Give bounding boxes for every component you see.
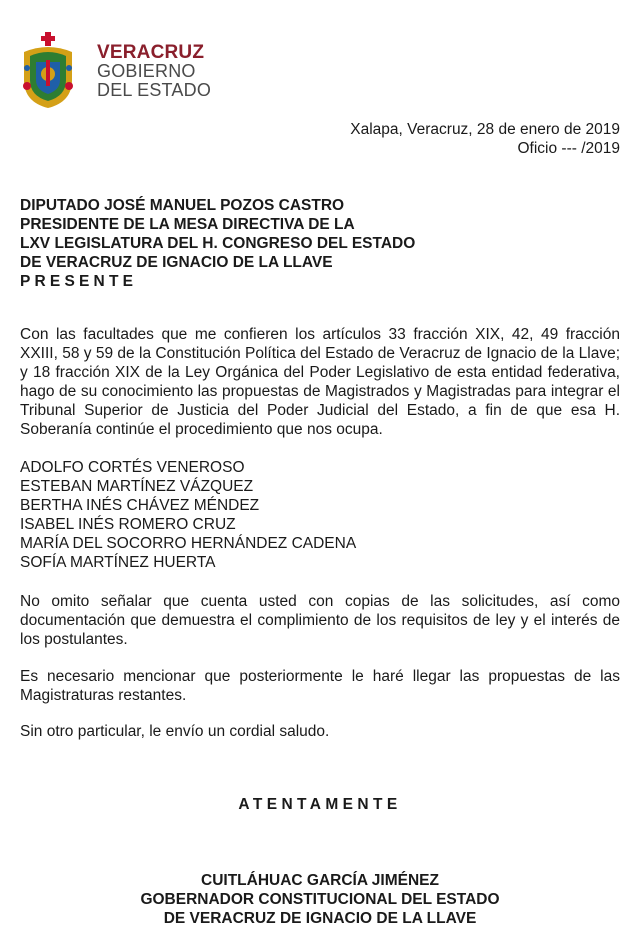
body-paragraph-4: Sin otro particular, le envío un cordial saludo.	[20, 723, 330, 740]
candidate-name: MARÍA DEL SOCORRO HERNÁNDEZ CADENA	[20, 535, 357, 552]
candidate-name: ISABEL INÉS ROMERO CRUZ	[20, 516, 236, 533]
candidate-name: SOFÍA MARTÍNEZ HUERTA	[20, 554, 216, 571]
brand-subtitle-line1: GOBIERNO	[97, 61, 196, 81]
date-line: Xalapa, Veracruz, 28 de enero de 2019	[350, 121, 620, 138]
oficio-number: Oficio --- /2019	[517, 140, 620, 157]
candidate-name: ESTEBAN MARTÍNEZ VÁZQUEZ	[20, 478, 254, 495]
closing-atentamente: ATENTAMENTE	[238, 796, 402, 813]
date-block	[350, 120, 620, 158]
signature-block	[0, 871, 640, 928]
signatory-name: CUITLÁHUAC GARCÍA JIMÉNEZ	[201, 872, 439, 889]
brand-subtitle-line2: DEL ESTADO	[97, 80, 212, 100]
presente-line: PRESENTE	[20, 273, 138, 290]
brand-title: VERACRUZ	[97, 42, 205, 63]
recipient-block	[20, 196, 415, 291]
recipient-line: DIPUTADO JOSÉ MANUEL POZOS CASTRO	[20, 197, 345, 214]
body-paragraph-1: Con las facultades que me confieren los artículos 33 fracción XIX, 42, 49 fracción XXIII, 58 y 59 de la Constitución Política del Estado de Veracruz de Ignacio de la Llave; y 18 fracción XIX de la Ley Orgánica del Poder Legislativo de esta entidad federativa, hago de su conocimiento las propuestas de Magistrados y Magistradas para integrar el Tribunal Superior de Justicia del Poder Judicial del Estado, a fin de que esa H. Soberanía continúe el procedimiento que nos ocupa.	[20, 326, 620, 438]
recipient-line: PRESIDENTE DE LA MESA DIRECTIVA DE LA	[20, 216, 355, 233]
signatory-title: GOBERNADOR CONSTITUCIONAL DEL ESTADO	[140, 891, 500, 908]
recipient-line: LXV LEGISLATURA DEL H. CONGRESO DEL ESTADO	[20, 235, 416, 252]
body-paragraph-3: Es necesario mencionar que posteriormente le haré llegar las propuestas de las Magistraturas restantes.	[20, 668, 620, 704]
body-paragraph-2: No omito señalar que cuenta usted con copias de las solicitudes, así como documentación que demuestra el complimiento de los requisitos de ley y el interés de los postulantes.	[20, 593, 620, 648]
veracruz-coat-of-arms-icon	[16, 30, 80, 110]
recipient-line: DE VERACRUZ DE IGNACIO DE LA LLAVE	[20, 254, 333, 271]
signatory-title: DE VERACRUZ DE IGNACIO DE LA LLAVE	[163, 910, 477, 927]
candidate-name: BERTHA INÉS CHÁVEZ MÉNDEZ	[20, 497, 260, 514]
brand-block	[97, 43, 211, 100]
candidates-list	[20, 458, 356, 572]
candidate-name: ADOLFO CORTÉS VENEROSO	[20, 459, 245, 476]
